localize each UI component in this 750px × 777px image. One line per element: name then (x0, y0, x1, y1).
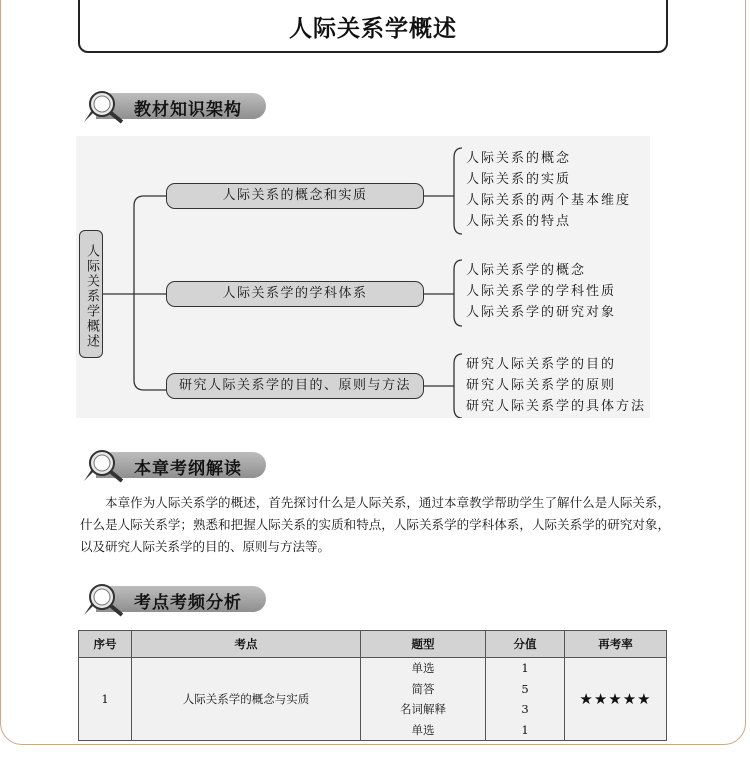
score-cell: 5 (521, 681, 529, 696)
magnifier-icon (78, 443, 130, 483)
magnifier-icon (78, 577, 130, 617)
column-header: 分值 (486, 631, 565, 658)
mindmap-branch: 研究人际关系学的目的、原则与方法 (166, 373, 424, 399)
mindmap-root: 人际关系学概述 (79, 230, 103, 358)
mindmap-leaf: 研究人际关系学的原则 (466, 378, 617, 393)
row-number: 1 (79, 658, 132, 741)
mindmap-leaf-group (466, 354, 646, 417)
page-title: 人际关系学概述 (289, 16, 457, 42)
score-cell: 1 (521, 722, 529, 737)
row-scores (486, 658, 565, 741)
mindmap-leaf: 人际关系学的研究对象 (466, 305, 617, 320)
mindmap-leaf-group (466, 260, 616, 323)
column-header: 题型 (361, 631, 486, 658)
section-title: 本章考纲解读 (134, 459, 242, 479)
type-cell: 名词解释 (400, 702, 446, 716)
mindmap-leaf: 人际关系的特点 (466, 214, 572, 229)
table-header-row (79, 631, 667, 658)
mindmap-branch: 人际关系的概念和实质 (166, 183, 424, 209)
type-cell: 简答 (411, 681, 435, 696)
mindmap-leaf: 人际关系的实质 (466, 172, 572, 187)
syllabus-paragraph (80, 492, 670, 558)
column-header: 再考率 (565, 631, 667, 658)
mindmap-leaf: 人际关系的概念 (466, 151, 572, 166)
mindmap-leaf: 研究人际关系学的具体方法 (466, 399, 647, 414)
section-header-framework (78, 84, 278, 124)
section-header-syllabus (78, 443, 278, 483)
frequency-table (78, 630, 667, 741)
mindmap-leaf-group (466, 148, 631, 232)
table-row (79, 658, 667, 741)
mindmap-branch: 人际关系学的学科体系 (166, 281, 424, 307)
score-cell: 1 (521, 661, 529, 675)
section-header-frequency (78, 577, 278, 617)
mindmap-leaf: 人际关系的两个基本维度 (466, 193, 632, 208)
title-box (78, 0, 668, 53)
row-types (361, 658, 486, 741)
syllabus-text: 本章作为人际关系学的概述，首先探讨什么是人际关系，通过本章教学帮助学生了解什么是人际关系，什么是人际关系学；熟悉和把握人际关系的实质和特点，人际关系学的学科体系，人际关系学的研究对象，以及研究人际关系学的目的、原则与方法等。 (80, 495, 670, 554)
section-title: 教材知识架构 (134, 100, 242, 120)
score-cell: 3 (521, 702, 529, 716)
column-header: 考点 (132, 631, 361, 658)
magnifier-icon (78, 84, 130, 124)
mindmap-leaf: 人际关系学的概念 (466, 263, 587, 278)
knowledge-mindmap (76, 136, 650, 418)
row-point: 人际关系学的概念与实质 (132, 658, 361, 741)
mindmap-leaf: 研究人际关系学的目的 (466, 357, 617, 372)
column-header: 序号 (79, 631, 132, 658)
type-cell: 单选 (411, 661, 435, 675)
mindmap-leaf: 人际关系学的学科性质 (466, 284, 617, 299)
section-title: 考点考频分析 (134, 593, 242, 613)
rate-stars: ★★★★★ (565, 658, 667, 741)
type-cell: 单选 (411, 722, 435, 737)
